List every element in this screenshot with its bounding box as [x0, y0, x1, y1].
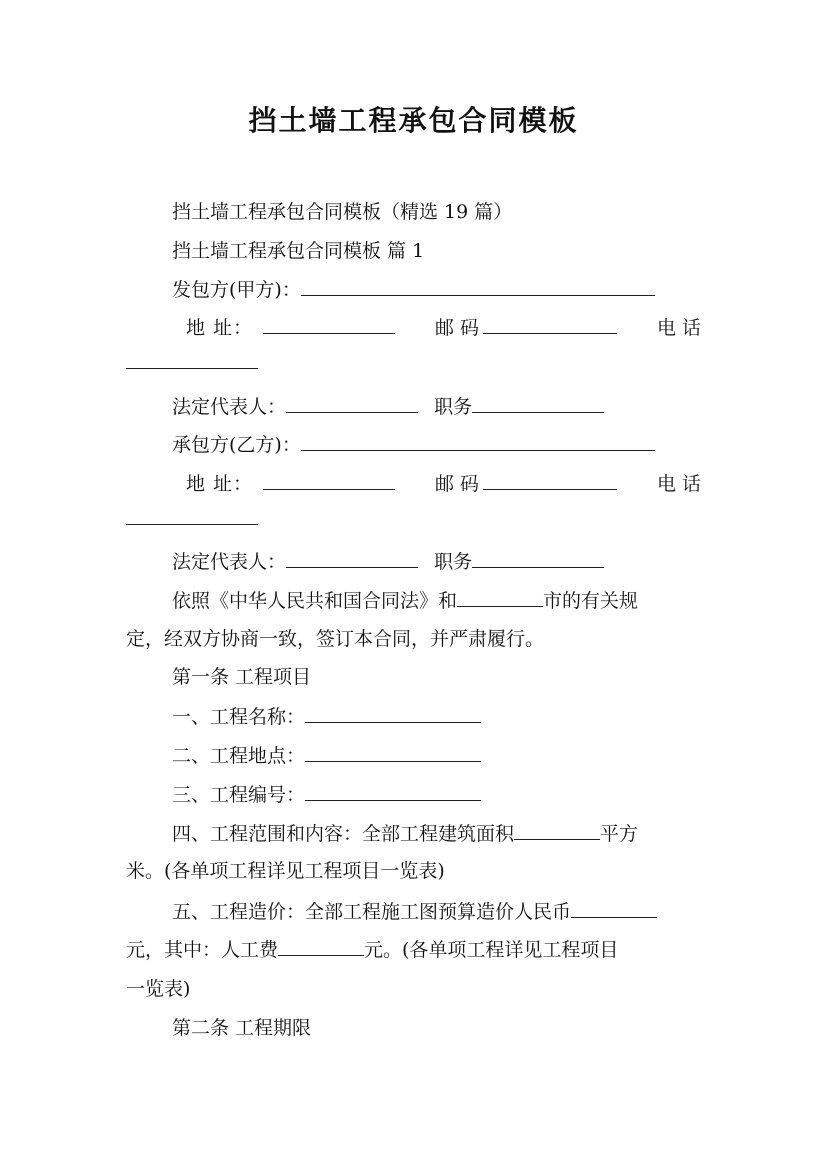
legal-rep-blank — [286, 549, 418, 568]
postcode-blank — [483, 315, 617, 334]
legal-rep-label: 法定代表人： — [172, 396, 287, 418]
party-b-contact-line — [186, 471, 701, 497]
item-scope-line-2: 米。(各单项工程详见工程项目一览表) — [126, 860, 445, 882]
phone-blank — [126, 350, 258, 369]
item-label-cont: 元。(各单项工程详见工程项目 — [364, 939, 619, 961]
project-name-blank — [305, 704, 481, 723]
legal-rep-label: 法定代表人： — [172, 551, 287, 573]
party-a-label: 发包方(甲方)： — [172, 279, 301, 301]
area-blank — [514, 821, 600, 840]
item-project-name — [172, 704, 747, 730]
address-label: 地 址： — [186, 471, 395, 497]
address-blank — [263, 471, 395, 490]
party-b-line — [172, 432, 747, 458]
basis-text: 依照《中华人民共和国合同法》和 — [172, 590, 458, 612]
party-a-blank — [301, 277, 655, 296]
item-label: 三、工程编号： — [172, 784, 306, 806]
address-label: 地 址： — [186, 315, 395, 341]
phone-blank-line — [126, 506, 701, 532]
item-scope-line-1 — [172, 821, 747, 847]
section-heading: 挡土墙工程承包合同模板 篇 1 — [172, 240, 425, 262]
postcode-label: 邮 码 — [435, 471, 617, 497]
position-blank — [472, 394, 604, 413]
party-a-contact-line — [186, 315, 701, 341]
item-label: 一、工程名称： — [172, 706, 306, 728]
item-label-cont: 平方 — [600, 823, 639, 845]
item-label: 四、工程范围和内容：全部工程建筑面积 — [172, 823, 515, 845]
item-cost-line-2 — [126, 937, 701, 963]
party-b-blank — [301, 432, 655, 451]
project-number-blank — [305, 782, 481, 801]
city-blank — [457, 588, 543, 607]
postcode-blank — [483, 471, 617, 490]
project-location-blank — [305, 743, 481, 762]
basis-text-cont: 市的有关规 — [543, 590, 639, 612]
item-project-number — [172, 782, 747, 808]
party-b-legal-rep-line — [172, 549, 747, 575]
postcode-label: 邮 码 — [435, 315, 617, 341]
item-cost-line-1 — [172, 899, 747, 925]
phone-blank-line — [126, 350, 701, 376]
item-label: 五、工程造价：全部工程施工图预算造价人民币 — [172, 901, 572, 923]
position-label: 职务 — [434, 551, 473, 573]
article-1-heading: 第一条 工程项目 — [172, 666, 312, 688]
phone-label: 电 话 — [656, 473, 701, 495]
subtitle: 挡土墙工程承包合同模板（精选 19 篇） — [172, 201, 513, 223]
basis-line-1 — [172, 588, 747, 614]
position-label: 职务 — [434, 396, 473, 418]
item-label: 二、工程地点： — [172, 745, 306, 767]
item-project-location — [172, 743, 747, 769]
phone-blank — [126, 506, 258, 525]
item-label: 元，其中：人工费 — [126, 939, 279, 961]
item-cost-line-3: 一览表) — [126, 978, 191, 1000]
cost-blank — [571, 899, 657, 918]
position-blank — [472, 549, 604, 568]
basis-line-2: 定，经双方协商一致，签订本合同，并严肃履行。 — [126, 628, 545, 650]
party-a-line — [172, 277, 747, 303]
party-a-legal-rep-line — [172, 394, 747, 420]
document-title: 挡土墙工程承包合同模板 — [248, 104, 579, 137]
party-b-label: 承包方(乙方)： — [172, 434, 301, 456]
article-2-heading: 第二条 工程期限 — [172, 1017, 312, 1039]
address-blank — [263, 315, 395, 334]
legal-rep-blank — [286, 394, 418, 413]
phone-label: 电 话 — [656, 317, 701, 339]
labor-cost-blank — [278, 937, 364, 956]
